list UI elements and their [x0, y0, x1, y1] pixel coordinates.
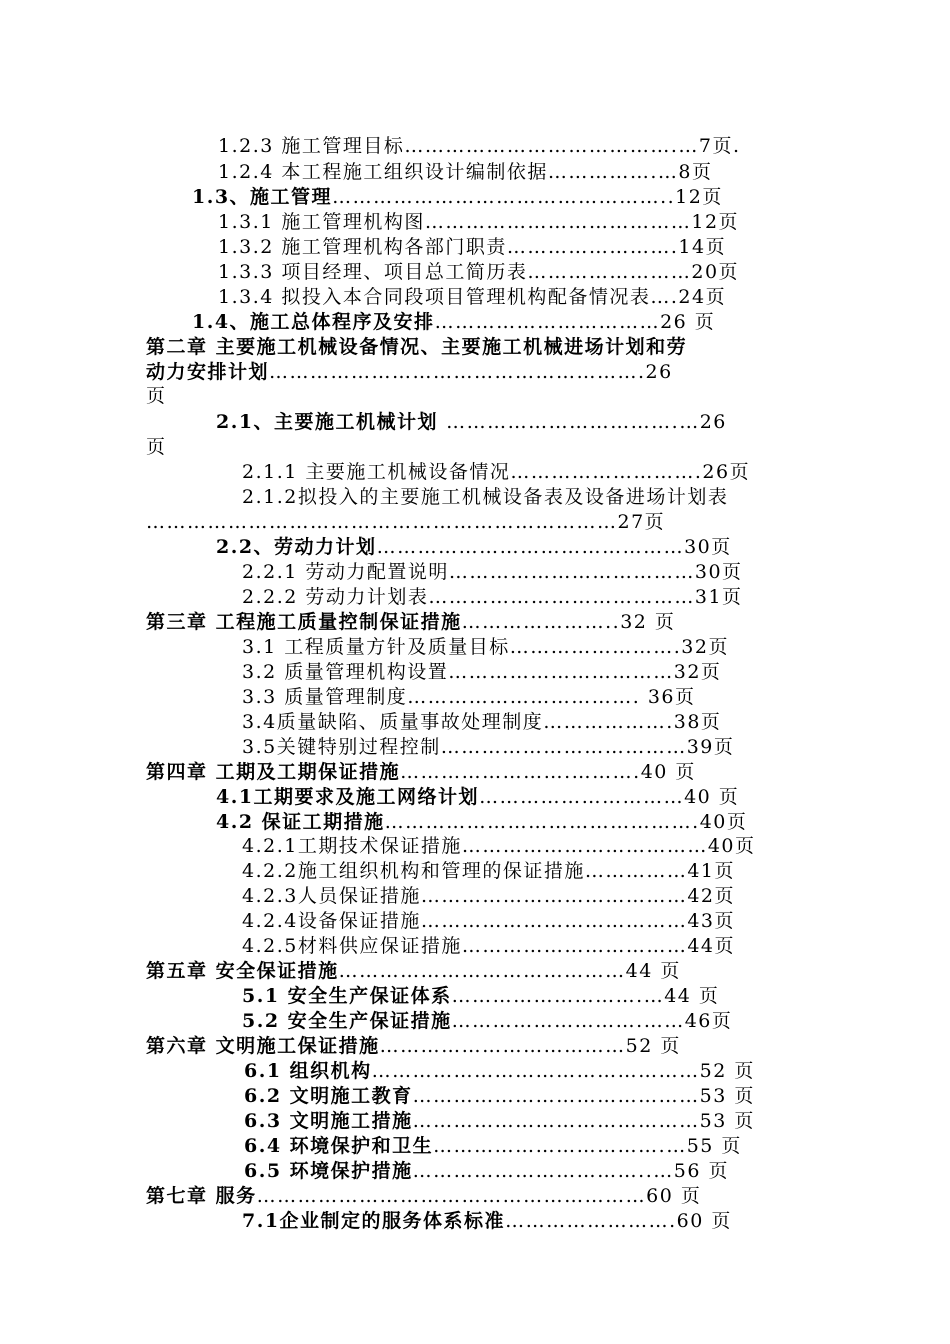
- toc-line: 4.2.3人员保证措施…………………………………42页: [242, 885, 736, 907]
- toc-line: 页: [146, 385, 166, 407]
- toc-line: 6.2 文明施工教育……………………………………53 页: [244, 1085, 755, 1107]
- toc-line: 4.2.2施工组织机构和管理的保证措施……………41页: [242, 860, 736, 882]
- toc-line: 3.4质量缺陷、质量事故处理制度……………….38页: [242, 711, 722, 733]
- toc-line: 第五章 安全保证措施……………………………………44 页: [146, 960, 681, 982]
- toc-line: 3.2 质量管理机构设置……………………………32页: [242, 661, 722, 683]
- toc-line: 7.1企业制定的服务体系标准…………………….60 页: [242, 1210, 732, 1232]
- toc-line: 2.1.1 主要施工机械设备情况……………………….26页: [242, 461, 751, 483]
- toc-line: 2.1、主要施工机械计划 …………………………….…26: [216, 411, 727, 433]
- toc-line: 第六章 文明施工保证措施………………………………52 页: [146, 1035, 681, 1057]
- toc-line: 3.1 工程质量方针及质量目标…………………….32页: [242, 636, 729, 658]
- toc-line: 第四章 工期及工期保证措施…………………….……….40 页: [146, 761, 696, 783]
- toc-line: 1.3、施工管理…………………………………………..12页: [192, 186, 723, 208]
- toc-line: 4.1工期要求及施工网络计划…………………………40 页: [216, 786, 740, 808]
- toc-line: 1.4、施工总体程序及安排……………………………26 页: [192, 311, 716, 333]
- toc-line: 4.2.1工期技术保证措施………………………………40页: [242, 835, 756, 857]
- toc-line: 页: [146, 436, 166, 458]
- toc-line: 第二章 主要施工机械设备情况、主要施工机械进场计划和劳: [146, 336, 688, 358]
- toc-line: 1.3.3 项目经理、项目总工简历表……………………20页: [218, 261, 740, 283]
- toc-line: 2.1.2拟投入的主要施工机械设备表及设备进场计划表: [242, 486, 729, 508]
- toc-line: 2.2、劳动力计划………………………………………30页: [216, 536, 732, 558]
- toc-line: 1.2.4 本工程施工组织设计编制依据…………….…8页: [218, 161, 713, 183]
- toc-line: 3.5关键特别过程控制………………………………39页: [242, 736, 735, 758]
- toc-line: ……………………………………………………………27页: [146, 511, 666, 533]
- toc-line: 6.3 文明施工措施……………………………………53 页: [244, 1110, 755, 1132]
- toc-line: 4.2 保证工期措施……………………………………….40页: [216, 811, 748, 833]
- toc-line: 5.2 安全生产保证措施……………………….……46页: [242, 1010, 733, 1032]
- toc-line: 动力安排计划……………………………………………….26: [146, 361, 673, 383]
- toc-line: 4.2.5材料供应保证措施……………………………44页: [242, 935, 736, 957]
- toc-line: 6.4 环境保护和卫生…………………………….…55 页: [244, 1135, 742, 1157]
- toc-line: 6.1 组织机构…………………………………………52 页: [244, 1060, 755, 1082]
- toc-line: 1.3.2 施工管理机构各部门职责…………………….14页: [218, 236, 727, 258]
- toc-line: 第七章 服务…………………………………………………60 页: [146, 1185, 702, 1207]
- toc-line: 2.2.2 劳动力计划表…………………………………31页: [242, 586, 743, 608]
- toc-line: 3.3 质量管理制度……………………………. 36页: [242, 686, 696, 708]
- toc-line: 5.1 安全生产保证体系……………………….…44 页: [242, 985, 720, 1007]
- toc-line: 1.2.3 施工管理目标………………………………….…7页.: [218, 135, 741, 157]
- toc-line: 1.3.4 拟投入本合同段项目管理机构配备情况表….24页: [218, 286, 727, 308]
- toc-line: 第三章 工程施工质量控制保证措施…………………..32 页: [146, 611, 676, 633]
- toc-line: 2.2.1 劳动力配置说明………………………………30页: [242, 561, 743, 583]
- toc-line: 1.3.1 施工管理机构图…………………………………12页: [218, 211, 740, 233]
- toc-line: 6.5 环境保护措施……………………………..…56 页: [244, 1160, 729, 1182]
- toc-line: 4.2.4设备保证措施…………………………………43页: [242, 910, 736, 932]
